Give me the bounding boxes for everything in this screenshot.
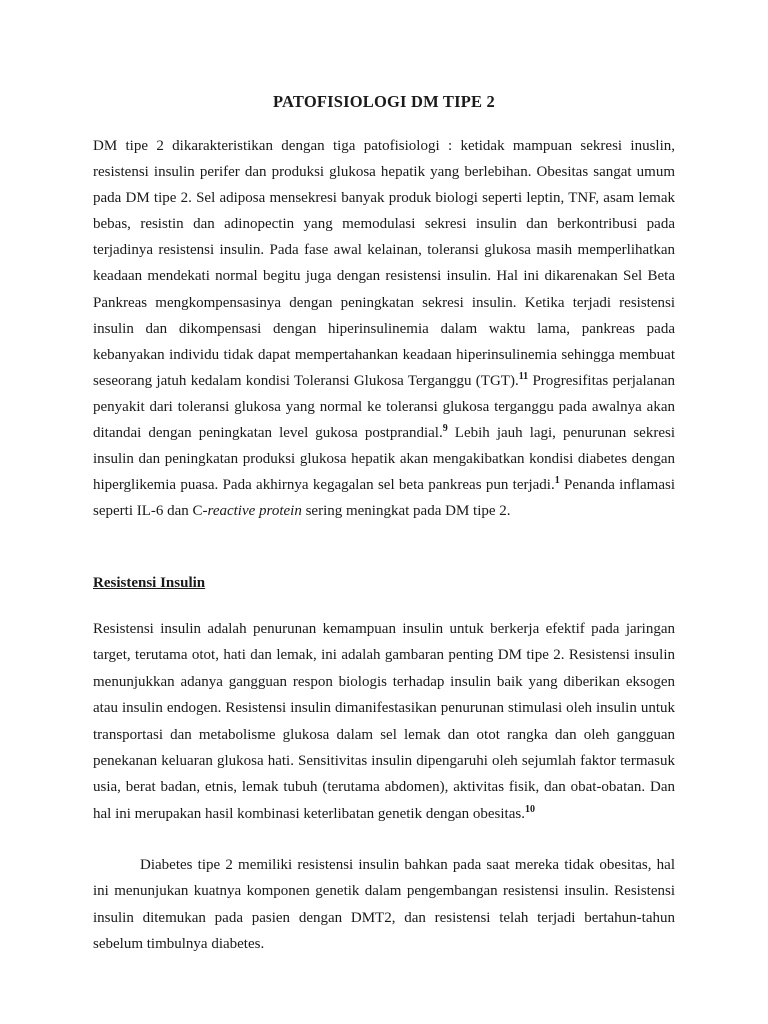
section-paragraph-1 xyxy=(93,616,675,827)
section-paragraph-2: Diabetes tipe 2 memiliki resistensi insulin bahkan pada saat mereka tidak obesitas, hal ini menunjukan kuatnya komponen genetik dalam pengembangan resistensi insulin. Resistensi insulin ditemukan pada pasien dengan DMT2, dan resistensi telah terjadi bertahun-tahun sebelum timbulnya diabetes. xyxy=(93,857,675,953)
intro-text-4: Penanda inflamasi seperti IL-6 dan C- xyxy=(93,477,675,520)
citation-ref-11: 11 xyxy=(518,370,529,382)
intro-text-2: Progresifitas perjalanan penyakit dari toleransi glukosa yang normal ke toleransi glukosa terganggu pada awalnya akan ditandai dengan peningkatan level gukosa postprandial. xyxy=(93,372,675,442)
intro-text-3: Lebih jauh lagi, penurunan sekresi insulin dan peningkatan produksi glukosa hepatik akan mengakibatkan kondisi diabetes dengan hiperglikemia puasa. Pada akhirnya kegagalan sel beta pankreas pun terjadi. xyxy=(93,425,675,494)
intro-text-5: sering meningkat pada DM tipe 2. xyxy=(301,503,511,520)
intro-paragraph xyxy=(93,133,675,524)
citation-ref-9: 9 xyxy=(442,423,448,435)
intro-italic-term: reactive protein xyxy=(207,503,302,520)
section-heading: Resistensi Insulin xyxy=(93,575,206,591)
section-paragraph-1-text: Resistensi insulin adalah penurunan kemampuan insulin untuk berkerja efektif pada jaringan target, terutama otot, hati dan lemak, ini adalah gambaran penting DM tipe 2. Resistensi insulin menunjukkan adanya gangguan respon biologis terhadap insulin baik yang diberikan eksogen atau insulin endogen. Resistensi insulin dimanifestasikan penurunan stimulasi oleh insulin untuk transportasi dan metabolisme glukosa dalam sel lemak dan otot rangka dan oleh gangguan penekanan keluaran glukosa hati. Sensitivitas insulin dipengaruhi oleh sejumlah faktor termasuk usia, berat badan, etnis, lemak tubuh (terutama abdomen), aktivitas fisik, dan obat-obatan. Dan hal ini merupakan hasil kombinasi keterlibatan genetik dengan obesitas. xyxy=(93,621,675,822)
intro-text-1: DM tipe 2 dikarakteristikan dengan tiga patofisiologi : ketidak mampuan sekresi inuslin, resistensi insulin perifer dan produksi glukosa hepatik yang berlebihan. Obesitas sangat umum pada DM tipe 2. Sel adiposa mensekresi banyak produk biologi seperti leptin, TNF, asam lemak bebas, resistin dan adinopectin yang memodulasi sekresi insulin dan berkontribusi pada terjadinya resistensi insulin. Pada fase awal kelainan, toleransi glukosa masih memperlihatkan keadaan mendekati normal begitu juga dengan resistensi insulin. Hal ini dikarenakan Sel Beta Pankreas mengkompensasinya dengan peningkatan sekresi insulin. Ketika terjadi resistensi insulin dan dikompensasi dengan hiperinsulinemia dalam waktu lama, pankreas pada kebanyakan individu tidak dapat mempertahankan keadaan hiperinsulinemia sehingga membuat seseorang jatuh kedalam kondisi Toleransi Glukosa Terganggu (TGT). xyxy=(93,138,675,389)
citation-ref-1: 1 xyxy=(554,475,560,487)
page-title: PATOFISIOLOGI DM TIPE 2 xyxy=(272,92,496,111)
citation-ref-10: 10 xyxy=(524,803,535,815)
